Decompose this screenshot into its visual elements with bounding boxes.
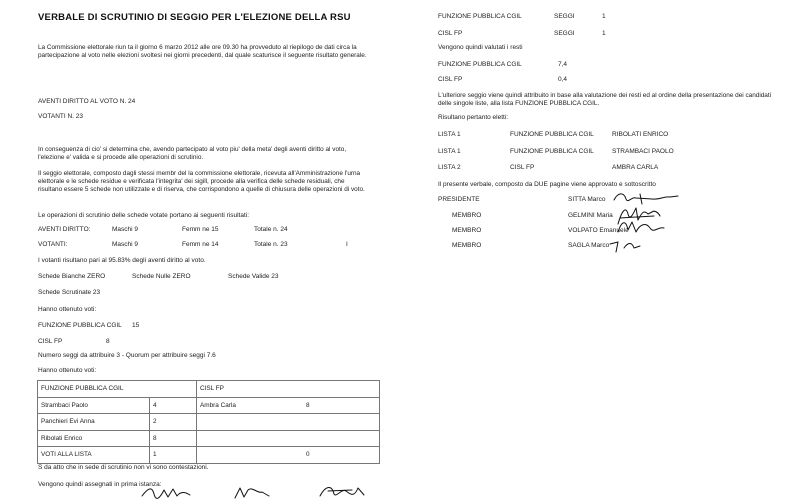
verbale-page-2	[400, 0, 800, 500]
eletto-sindacato: FUNZIONE PUBBLICA CGIL	[510, 148, 594, 155]
eletto-sindacato: CISL FP	[510, 164, 535, 171]
eletti-intro: Risultano pertanto eletti:	[438, 114, 509, 121]
resti-value: 7,4	[558, 61, 568, 68]
firma-ruolo: PRESIDENTE	[438, 196, 480, 203]
totals-left: 1	[150, 447, 197, 464]
candidate-name-2: Ambra Carla	[197, 397, 304, 414]
stats-row-mark: I	[346, 241, 348, 248]
list-vote-count: 8	[106, 338, 110, 345]
seggi-value: 1	[602, 13, 606, 20]
resti-intro: Vengono quindi valutati i resti	[438, 44, 523, 51]
totals-spacer	[197, 447, 304, 464]
table-totals-row	[38, 447, 380, 464]
seggi-list-name: FUNZIONE PUBBLICA CGIL	[438, 13, 522, 20]
candidate-name: Strambaci Paolo	[38, 397, 150, 414]
table-header-right: CISL FP	[197, 381, 380, 398]
candidate-votes: 4	[150, 397, 197, 414]
aventi-diritto-line: AVENTI DIRITTO AL VOTO N. 24	[38, 98, 136, 105]
schede-nulle: Schede Nulle ZERO	[132, 273, 191, 280]
firma-nome: SITTA Marco	[568, 196, 606, 203]
seggi-label: SEGGI	[554, 30, 575, 37]
seggi-list-name: CISL FP	[438, 30, 463, 37]
candidate-name: Panchieri Evi Anna	[38, 414, 150, 431]
eletto-sindacato: FUNZIONE PUBBLICA CGIL	[510, 131, 594, 138]
candidate-votes-2	[303, 430, 380, 447]
eletto-nome: AMBRA CARLA	[612, 164, 659, 171]
contestazioni-line: S da atto che in sede di scrutinio non vi sono contestazioni.	[38, 464, 209, 471]
assegnati-line: Vengono quindi assegnati in prima istanza:	[38, 481, 162, 488]
intro-paragraph: La Commissione elettorale riun ta il giorno 6 marzo 2012 alle ore 09.30 ha provveduto al riepilogo de dati circa la partecipazione al voto nelle elezioni svoltesi nei giorni precedenti, dal quale scaturisce il seguente risultato generale.	[38, 44, 367, 60]
firma-ruolo: MEMBRO	[452, 212, 482, 219]
resti-list-name: CISL FP	[438, 76, 463, 83]
schede-valide: Schede Valide 23	[228, 273, 279, 280]
votanti-line: VOTANTI N. 23	[38, 113, 84, 120]
firma-ruolo: MEMBRO	[452, 227, 482, 234]
stats-row-totale: Totale n. 24	[254, 226, 288, 233]
totals-label: VOTI ALLA LISTA	[38, 447, 150, 464]
stats-row-femmine: Femm ne 14	[182, 241, 219, 248]
firma-nome: SAGLA Marco	[568, 242, 610, 249]
table-header-left: FUNZIONE PUBBLICA CGIL	[38, 381, 197, 398]
hanno-ottenuto-voti-2: Hanno ottenuto voti:	[38, 367, 97, 374]
candidate-votes-2: 8	[303, 397, 380, 414]
signature-scribble	[318, 482, 366, 500]
stats-row-femmine: Femm ne 15	[182, 226, 219, 233]
firma-nome: GELMINI Maria	[568, 212, 613, 219]
stats-row-totale: Totale n. 23	[254, 241, 288, 248]
stats-row-label: VOTANTI:	[38, 241, 68, 248]
percent-line: I votanti risultano pari al 95.83% degli aventi diritto al voto.	[38, 257, 206, 264]
firma-ruolo: MEMBRO	[452, 242, 482, 249]
seggi-label: SEGGI	[554, 13, 575, 20]
candidate-votes-2	[303, 414, 380, 431]
seggio-paragraph: Il seggio elettorale, composto dagli stessi membr del la commissione elettorale, ricevuta all'Amministrazione l'urna elettorale e le schede residue e verificata l'integrita' dei sigill, procede alla verifica delle schede residuali, che risultano essere 5 schede non utilizzate e di riserva, che corrispondono a quelle di chiusura delle operazioni di voto.	[38, 170, 365, 194]
document-title: VERBALE DI SCRUTINIO DI SEGGIO PER L'ELEZIONE DELLA RSU	[38, 12, 351, 23]
candidate-name: Ribolati Enrico	[38, 430, 150, 447]
operazioni-line: Le operazioni di scrutinio delle schede votate portano ai seguenti risultati:	[38, 212, 250, 219]
hanno-ottenuto-voti: Hanno ottenuto voti:	[38, 306, 97, 313]
candidate-votes-table	[37, 380, 380, 464]
signature-sagla	[608, 236, 642, 254]
candidate-votes: 2	[150, 414, 197, 431]
eletto-lista: LISTA 2	[438, 164, 461, 171]
candidate-votes: 8	[150, 430, 197, 447]
stats-row-label: AVENTI DIRITTO:	[38, 226, 91, 233]
quorum-line: Numero seggi da attribuire 3 - Quorum per attribuire seggi 7.6	[38, 352, 216, 359]
eletto-lista: LISTA 1	[438, 148, 461, 155]
ulteriore-paragraph: L'ulteriore seggio viene quindi attribuito in base alla valutazione dei resti ed al ordine della presentazione dei candidati delle singole liste, alla lista FUNZIONE PUBBLICA CGIL.	[438, 92, 772, 108]
stats-row-maschi: Maschi 9	[112, 241, 139, 248]
candidate-name-2	[197, 414, 304, 431]
signature-scribble	[232, 484, 272, 500]
table-row	[38, 397, 380, 414]
table-row	[38, 414, 380, 431]
resti-value: 0,4	[558, 76, 568, 83]
list-vote-name: CISL FP	[38, 338, 63, 345]
candidate-name-2	[197, 430, 304, 447]
eletto-nome: STRAMBACI PAOLO	[612, 148, 674, 155]
totals-right: 0	[303, 447, 380, 464]
table-header-row	[38, 381, 380, 398]
list-vote-name: FUNZIONE PUBBLICA CGIL	[38, 322, 122, 329]
eletto-nome: RIBOLATI ENRICO	[612, 131, 669, 138]
schede-scrutinate: Schede Scrutinate 23	[38, 289, 101, 296]
list-vote-count: 15	[132, 322, 140, 329]
signature-scribble	[140, 484, 192, 500]
seggi-value: 1	[602, 30, 606, 37]
eletto-lista: LISTA 1	[438, 131, 461, 138]
presente-verbale-line: Il presente verbale, composto da DUE pagine viene approvato e sottoscritto	[438, 181, 656, 188]
table-row	[38, 430, 380, 447]
signature-volpato	[616, 216, 666, 238]
firma-nome: VOLPATO Emanuele	[568, 227, 629, 234]
stats-row-maschi: Maschi 9	[112, 226, 139, 233]
conseguenza-paragraph: In conseguenza di cio' si determina che, avendo partecipato al voto piu' della meta' degli aventi diritto al voto, l'elezione e' valida e si procede alle operazioni di scrutinio.	[38, 146, 347, 162]
schede-bianche: Schede Bianche ZERO	[38, 273, 106, 280]
resti-list-name: FUNZIONE PUBBLICA CGIL	[438, 61, 522, 68]
